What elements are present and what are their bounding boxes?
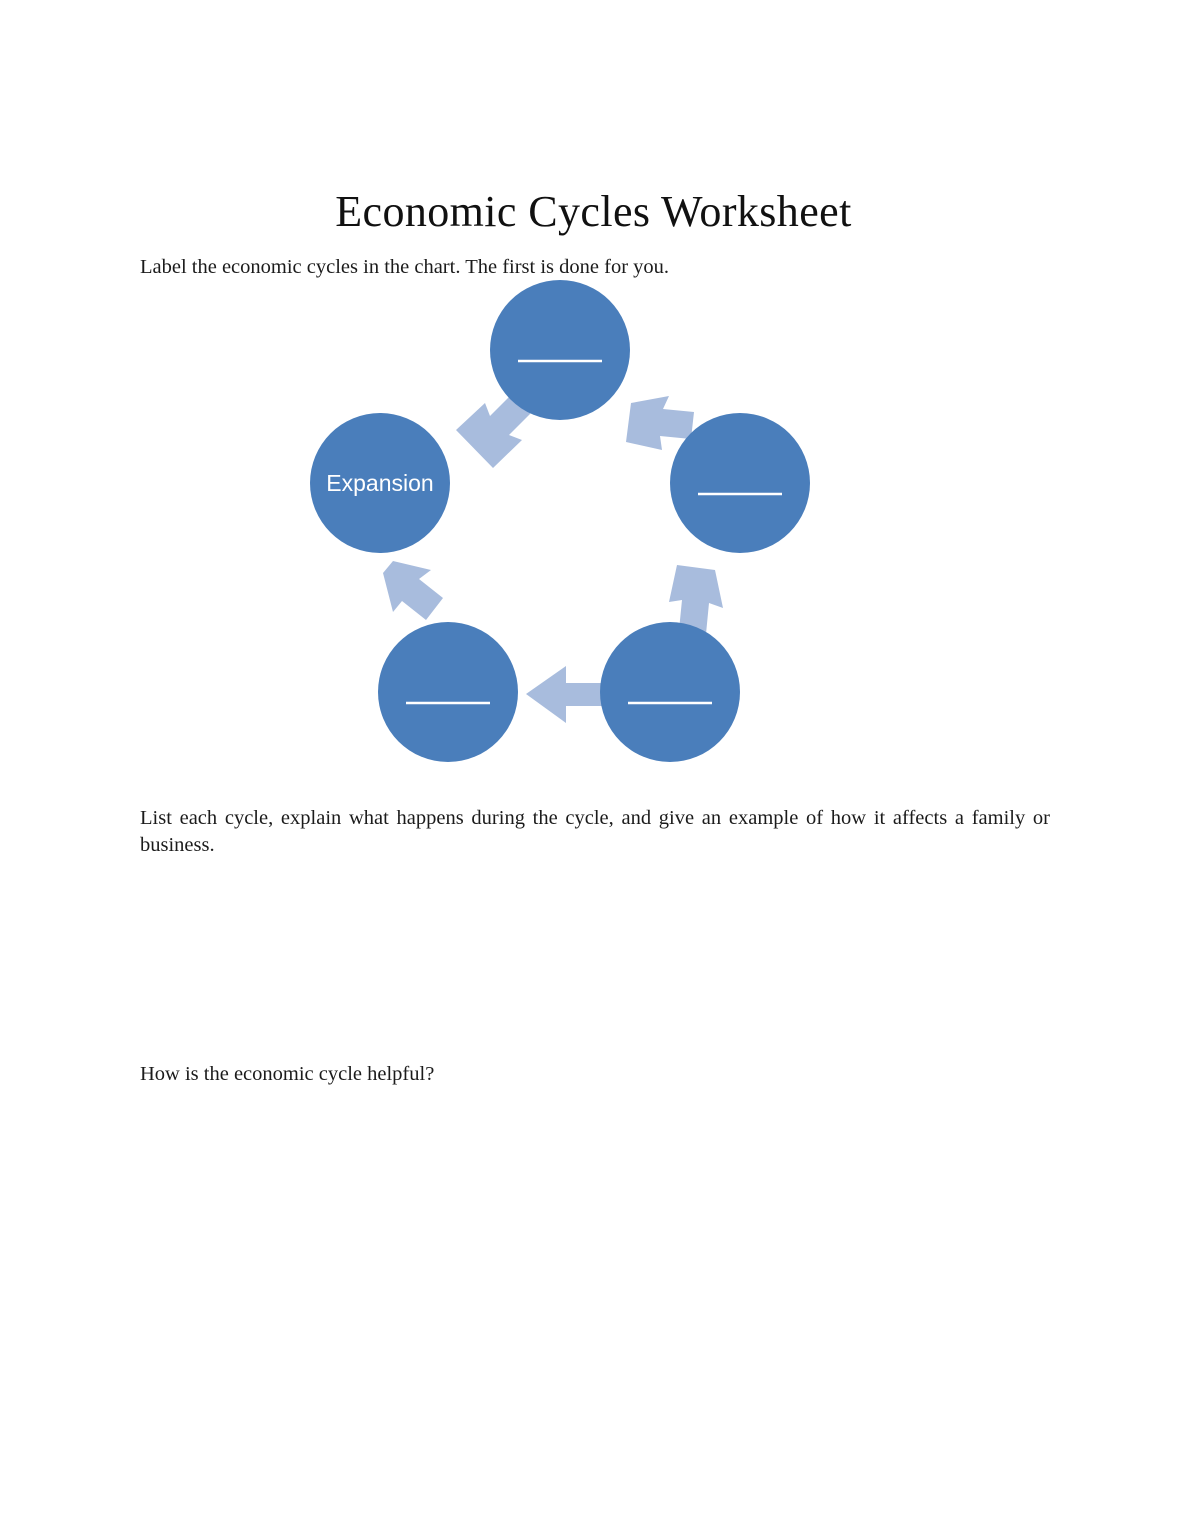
cycle-node-left-expansion[interactable] [310,413,450,553]
page-title: Economic Cycles Worksheet [335,187,852,237]
arrow-bottom-right-to-bottom-left-icon [526,666,602,723]
helpful-question: How is the economic cycle helpful? [140,1062,435,1085]
cycle-node-top[interactable] [490,280,630,420]
cycle-node-bottom-right[interactable] [600,622,740,762]
cycle-node-right[interactable] [670,413,810,553]
list-cycles-prompt: List each cycle, explain what happens during the cycle, and give an example of how it affects a family or business. [140,806,1050,856]
cycle-node-bottom-left[interactable] [378,622,518,762]
economic-cycle-diagram [280,270,840,780]
cycle-node-left-label: Expansion [326,470,434,496]
arrow-bottom-left-to-left-icon [383,561,443,620]
instruction-text: Label the economic cycles in the chart. The first is done for you. [140,255,670,278]
